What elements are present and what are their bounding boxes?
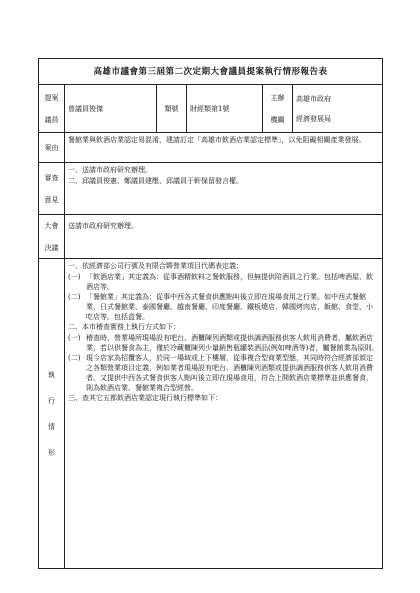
category-label: 類號 bbox=[157, 85, 187, 133]
execution-sub-item: (二) 現今店家為招攬客人，於同一場域或上下樓層，從事複合型商業型態，其同時符合經濟部頒定之各類營業項目定義，例如業者現場設有吧台、酒櫃陳列酒類或提供調酒服務供客人飲用消費者，又提供中西各式餐食供客人點叫後立即在現場食用，符合上開飲酒店業標準並供應餐食，則為飲酒店業、餐館業複合型經營。 bbox=[68, 354, 373, 392]
category-value: 財經類第1號 bbox=[187, 85, 263, 133]
proposer-label: 提案 議員 bbox=[39, 85, 65, 133]
agency-value: 高雄市政府 經濟發展局 bbox=[293, 85, 383, 133]
execution-sub-item: (一) 「飲酒店業」其定義為：從事酒精飲料之餐飲服務，但無提供陪酒員之行業。包括啤酒屋、飲酒店等。 bbox=[68, 273, 373, 291]
proposer-value: 曾議員俊傑 bbox=[65, 85, 157, 133]
execution-text bbox=[65, 259, 383, 569]
execution-para-2: 二、本市稽查實務上執行方式如下： bbox=[68, 323, 180, 331]
reason-label: 案由 bbox=[39, 133, 65, 163]
execution-para-1: 一、依經濟部公司行號及有限合夥營業項目代碼表定義： bbox=[68, 262, 243, 270]
execution-label: 執 行 情 形 bbox=[39, 259, 65, 569]
execution-sub-item: (二) 「餐館業」其定義為：從事中西各式餐食供應點叫後立即在現場食用之行業。如中西式餐館業、日式餐館業、泰國餐廳、越南餐廳、印度餐廳、鐵板燒店、韓國烤肉店、飯館、食堂、小吃店等。包括盒餐。 bbox=[68, 293, 373, 321]
review-item: 一、送請市政府研究辦理。 bbox=[68, 166, 152, 174]
review-label: 審查 意見 bbox=[39, 163, 65, 215]
execution-para-3: 三、查其它五都飲酒店業認定現行執行標準如下： bbox=[68, 394, 222, 402]
report-table bbox=[38, 58, 383, 569]
resolution-label: 大會 決議 bbox=[39, 215, 65, 259]
resolution-text: 送請市政府研究辦理。 bbox=[65, 215, 383, 259]
review-item: 二、邱議員俊憲、鄭議員建壓、邱議員于軒保留發言權。 bbox=[68, 177, 243, 185]
reason-text: 餐館業與飲酒店業認定易混淆，建請訂定「高雄市飲酒店業認定標準」，以免阻礙相關產業發展。 bbox=[65, 133, 383, 163]
report-page bbox=[38, 58, 382, 569]
report-title: 高雄市議會第三屆第二次定期大會議員提案執行情形報告表 bbox=[39, 59, 383, 85]
review-text bbox=[65, 163, 383, 215]
execution-sub-item: (一) 稽查時，營業場所現場設有吧台、酒櫃陳列酒類或提供調酒服務供客人飲用消費者，屬飲酒店業，若以供餐食為主，僅於冷藏櫃陳列少量銷售瓶罐裝酒品(例如啤酒等)者，屬餐館業為原則。 bbox=[68, 334, 379, 352]
agency-label: 主辦 機關 bbox=[263, 85, 293, 133]
